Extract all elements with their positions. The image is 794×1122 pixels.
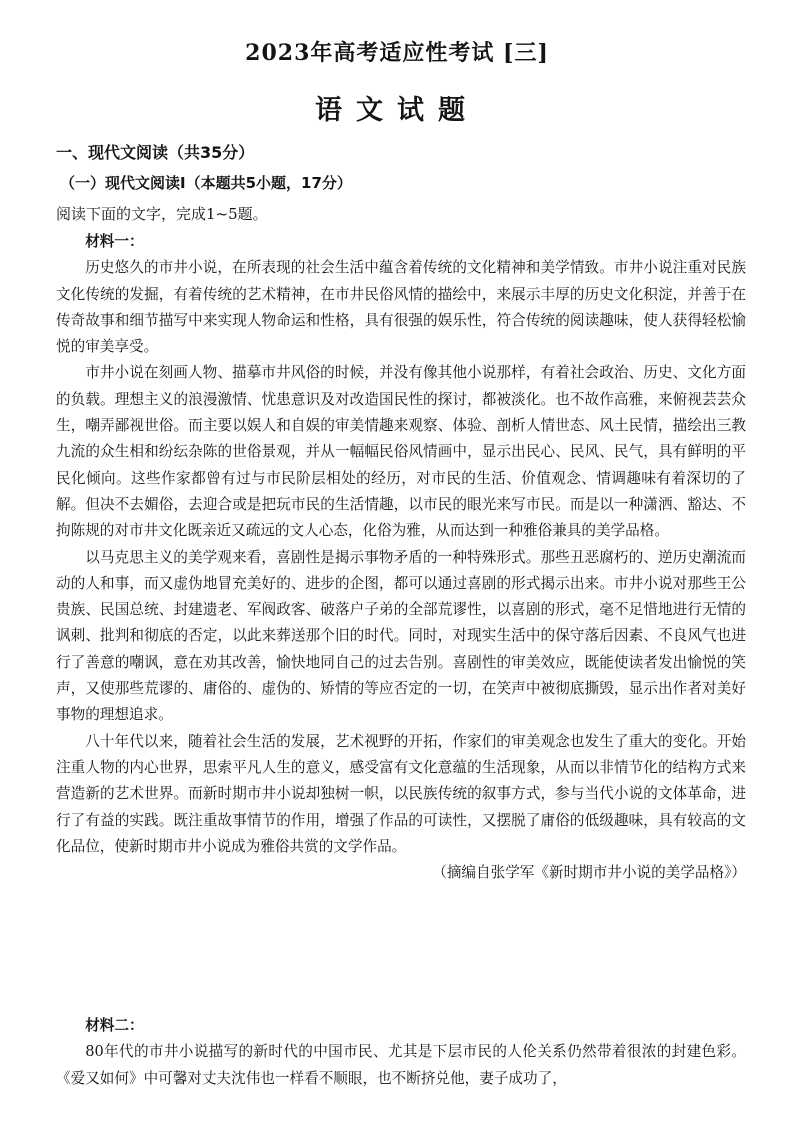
material-one-label: 材料一： xyxy=(85,233,144,250)
material-one xyxy=(56,229,746,886)
material-one-paragraph: 以马克思主义的美学观来看，喜剧性是揭示事物矛盾的一种特殊形式。那些丑恶腐朽的、逆历史潮流而动的人和事，而又虚伪地冒充美好的、进步的企图，都可以通过喜剧的形式揭示出来。市井小说对那些王公贵族、民国总统、封建遗老、军阀政客、破落户子弟的全部荒谬性，以喜剧的形式，毫不足惜地进行无情的讽刺、批判和彻底的否定，以此来葬送那个旧的时代。同时，对现实生活中的保守落后因素、不良风气也进行了善意的嘲讽，意在劝其改善，愉快地同自己的过去告别。喜剧性的审美效应，既能使读者发出愉悦的笑声，又使那些荒谬的、庸俗的、虚伪的、矫情的等应否定的一切，在笑声中被彻底撕毁，显示出作者对美好事物的理想追求。 xyxy=(56,548,746,724)
section-heading: 一、现代文阅读（共35分） xyxy=(56,143,255,162)
material-one-source: （摘编自张学军《新时期市井小说的美学品格》） xyxy=(432,864,746,882)
material-one-paragraph: 八十年代以来，随着社会生活的发展，艺术视野的开拓，作家们的审美观念也发生了重大的变化。开始注重人物的内心世界，思索平凡人生的意义，感受富有文化意蕴的生活现象，从而以非情节化的结构方式来营造新的艺术世界。而新时期市井小说却独树一帜，以民族传统的叙事方式，参与当代小说的文体革命，进行了有益的实践。既注重故事情节的作用，增强了作品的可读性，又摆脱了庸俗的低级趣味，具有较高的文化品位，使新时期市井小说成为雅俗共赏的文学作品。 xyxy=(56,732,746,855)
exam-title: 2023年高考适应性考试 [三] xyxy=(245,40,549,66)
material-one-paragraph: 历史悠久的市井小说，在所表现的社会生活中蕴含着传统的文化精神和美学情致。市井小说注重对民族文化传统的发掘，有着传统的艺术精神，在市井民俗风情的描绘中，来展示丰厚的历史文化积淀，并善于在传奇故事和细节描写中来实现人物命运和性格，具有很强的娱乐性，符合传统的阅读趣味，使人获得轻松愉悦的审美享受。 xyxy=(56,259,746,356)
reading-instruction: 阅读下面的文字，完成1~5题。 xyxy=(56,205,268,223)
material-two-label: 材料二： xyxy=(85,1017,144,1034)
material-two xyxy=(56,1013,746,1092)
material-two-paragraph: 80年代的市井小说描写的新时代的中国市民、尤其是下层市民的人伦关系仍然带着很浓的封建色彩。《爱又如何》中可馨对丈夫沈伟也一样看不顺眼，也不断挤兑他，妻子成功了， xyxy=(56,1043,746,1087)
subsection-heading: （一）现代文阅读Ⅰ（本题共5小题，17分） xyxy=(60,174,352,192)
subject-title: 语文试题 xyxy=(315,95,479,126)
material-one-paragraph: 市井小说在刻画人物、描摹市井风俗的时候，并没有像其他小说那样，有着社会政治、历史、文化方面的负载。理想主义的浪漫激情、忧患意识及对改造国民性的探讨，都被淡化。也不故作高雅，来俯视芸芸众生，嘲弄鄙视世俗。而主要以娱人和自娱的审美情趣来观察、体验、剖析人情世态、风土民情，描绘出三教九流的众生相和纷纭杂陈的世俗景观，并从一幅幅民俗风情画中，显示出民心、民风、民气，具有鲜明的平民化倾向。这些作家都曾有过与市民阶层相处的经历，对市民的生活、价值观念、情调趣味有着深切的了解。但决不去媚俗，去迎合或是把玩市民的生活情趣，以市民的眼光来写市民。而是以一种潇洒、豁达、不拘陈规的对市井文化既亲近又疏远的文人心态，化俗为雅，从而达到一种雅俗兼具的美学品格。 xyxy=(56,364,746,540)
